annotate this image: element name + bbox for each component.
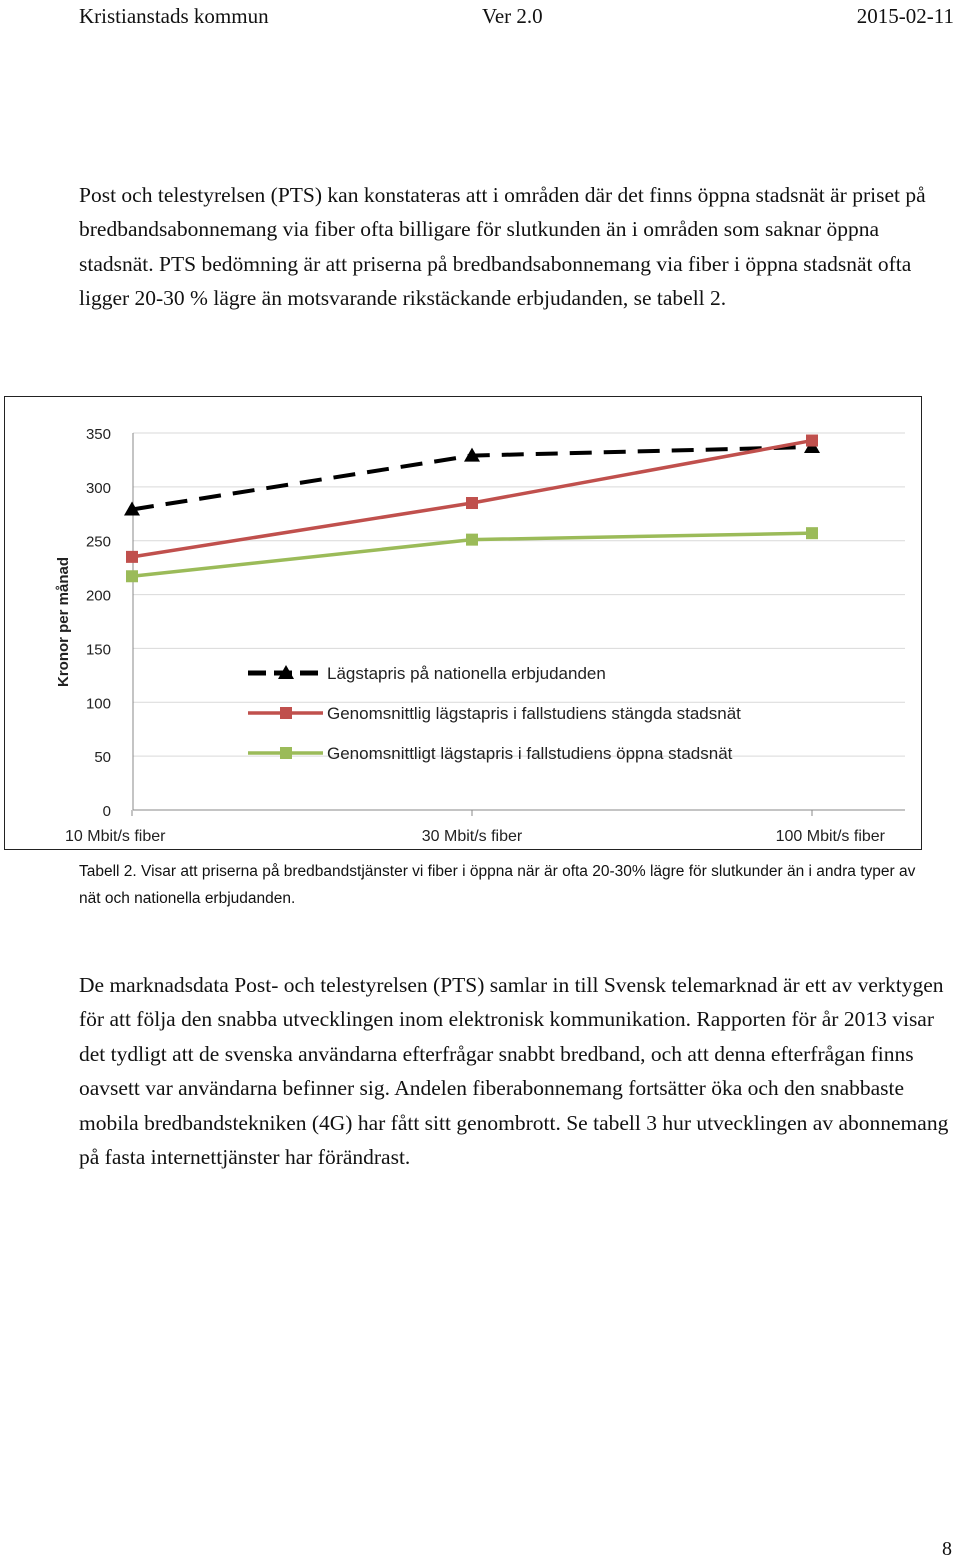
- legend-marker-1: [280, 707, 292, 719]
- legend-label-0: Lägstapris på nationella erbjudanden: [327, 664, 606, 683]
- x-tick-label-1: 30 Mbit/s fiber: [421, 828, 523, 845]
- y-tick-label-300: 300: [85, 479, 111, 497]
- chart-caption: Tabell 2. Visar att priserna på bredbandstjänster vi fiber i öppna när är ofta 20-30% lägre för slutkunder än i andra typer av nät och nationella erbjudanden.: [79, 863, 916, 907]
- header-version: Ver 2.0: [482, 4, 543, 28]
- data-point-s2-0: [126, 570, 138, 582]
- x-tick-label-2: 100 Mbit/s fiber: [775, 828, 885, 845]
- price-comparison-chart: [4, 396, 922, 850]
- data-point-s2-1: [466, 534, 478, 546]
- y-tick-label-200: 200: [85, 587, 111, 605]
- legend-marker-2: [280, 747, 292, 759]
- y-tick-label-100: 100: [85, 695, 111, 713]
- header-organization: Kristianstads kommun: [79, 4, 269, 28]
- data-point-s1-1: [466, 497, 478, 509]
- paragraph-market-data: De marknadsdata Post- och telestyrelsen (PTS) samlar in till Svensk telemarknad är ett av verktygen för att följa den snabba utvecklingen inom elektronisk kommunikation. Rapporten för år 2013 visar det tydligt att de svenska användarna efterfrågar snabbt bredband, och att denna efterfrågan finns oavsett var användarna befinner sig. Andelen fiberabonnemang fortsätter öka och den snabbaste mobila bredbandstekniken (4G) har fått sitt genombrott. Se tabell 3 hur utvecklingen av abonnemang på fasta internettjänster har förändrast.: [79, 973, 949, 1170]
- data-point-s1-2: [806, 435, 818, 447]
- x-tick-label-0: 10 Mbit/s fiber: [65, 828, 166, 845]
- y-tick-label-350: 350: [85, 426, 111, 443]
- legend-label-2: Genomsnittligt lägstapris i fallstudiens öppna stadsnät: [327, 744, 733, 763]
- paragraph-pts-pricing: Post och telestyrelsen (PTS) kan konstateras att i områden där det finns öppna stadsnät är priset på bredbandsabonnemang via fiber ofta billigare för slutkunden än i områden som saknar öppna stadsnät. PTS bedömning är att priserna på bredbandsabonnemang via fiber i öppna stadsnät ofta ligger 20-30 % lägre än motsvarande rikstäckande erbjudanden, se tabell 2.: [79, 183, 926, 311]
- y-axis-label: Kronor per månad: [55, 556, 72, 688]
- y-tick-label-50: 50: [94, 749, 111, 767]
- page-number: 8: [942, 1538, 952, 1560]
- data-point-s2-2: [806, 527, 818, 539]
- y-tick-label-250: 250: [85, 533, 111, 551]
- chart-svg: [5, 397, 920, 848]
- data-point-s1-0: [126, 551, 138, 563]
- header-date: 2015-02-11: [856, 4, 954, 28]
- y-tick-label-0: 0: [102, 803, 111, 820]
- y-tick-label-150: 150: [85, 641, 111, 659]
- legend-label-1: Genomsnittlig lägstapris i fallstudiens stängda stadsnät: [327, 704, 741, 723]
